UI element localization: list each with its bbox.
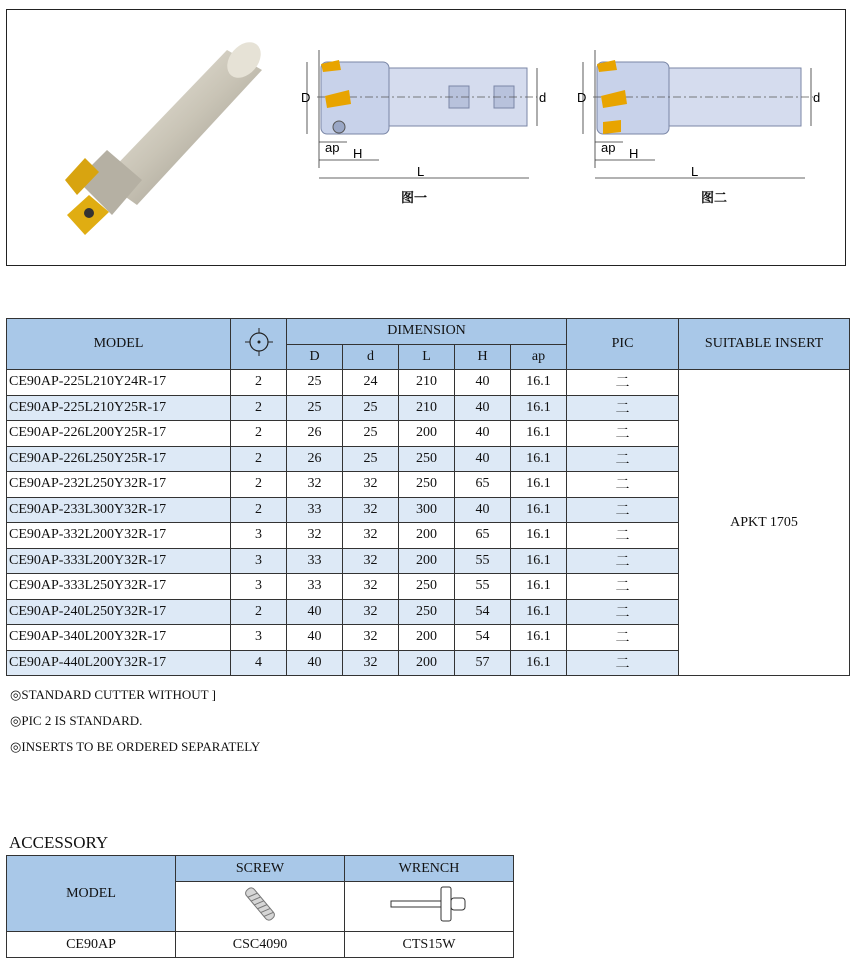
D-cell: 33 bbox=[287, 574, 343, 600]
L-cell: 250 bbox=[399, 446, 455, 472]
ap-cell: 16.1 bbox=[511, 548, 567, 574]
accessory-title: ACCESSORY bbox=[9, 833, 109, 852]
header-dimension: DIMENSION bbox=[287, 319, 567, 345]
header-model: MODEL bbox=[7, 319, 231, 370]
header-L: L bbox=[399, 344, 455, 370]
pic-cell: 二 bbox=[567, 574, 679, 600]
dim-ap-label: ap bbox=[601, 140, 616, 155]
model-cell: CE90AP-226L200Y25R-17 bbox=[7, 421, 231, 447]
L-cell: 250 bbox=[399, 599, 455, 625]
dim-ap-label: ap bbox=[325, 140, 340, 155]
d-cell: 32 bbox=[343, 625, 399, 651]
teeth-cell: 2 bbox=[231, 497, 287, 523]
d-cell: 32 bbox=[343, 599, 399, 625]
L-cell: 200 bbox=[399, 548, 455, 574]
notes bbox=[10, 682, 260, 760]
ap-cell: 16.1 bbox=[511, 421, 567, 447]
H-cell: 40 bbox=[455, 421, 511, 447]
teeth-cell: 2 bbox=[231, 599, 287, 625]
acc-header-screw: SCREW bbox=[176, 856, 345, 882]
D-cell: 26 bbox=[287, 446, 343, 472]
model-cell: CE90AP-340L200Y32R-17 bbox=[7, 625, 231, 651]
teeth-cell: 3 bbox=[231, 548, 287, 574]
dim-L-label: L bbox=[691, 164, 699, 179]
d-cell: 25 bbox=[343, 395, 399, 421]
header-ap: ap bbox=[511, 344, 567, 370]
acc-header-wrench: WRENCH bbox=[345, 856, 514, 882]
D-cell: 33 bbox=[287, 497, 343, 523]
dim-H-label: H bbox=[629, 146, 639, 161]
teeth-cell: 4 bbox=[231, 650, 287, 676]
model-cell: CE90AP-332L200Y32R-17 bbox=[7, 523, 231, 549]
L-cell: 200 bbox=[399, 625, 455, 651]
d-cell: 32 bbox=[343, 497, 399, 523]
model-cell: CE90AP-225L210Y24R-17 bbox=[7, 370, 231, 396]
H-cell: 54 bbox=[455, 625, 511, 651]
d-cell: 25 bbox=[343, 446, 399, 472]
d-cell: 32 bbox=[343, 574, 399, 600]
D-cell: 32 bbox=[287, 523, 343, 549]
drawing-pic-2 bbox=[565, 50, 821, 200]
teeth-cell: 2 bbox=[231, 395, 287, 421]
H-cell: 54 bbox=[455, 599, 511, 625]
model-cell: CE90AP-240L250Y32R-17 bbox=[7, 599, 231, 625]
note-line: ◎STANDARD CUTTER WITHOUT ] bbox=[10, 687, 216, 702]
ap-cell: 16.1 bbox=[511, 625, 567, 651]
H-cell: 65 bbox=[455, 523, 511, 549]
pic-cell: 二 bbox=[567, 446, 679, 472]
dim-D-label: D bbox=[301, 90, 311, 105]
dim-d-label: d bbox=[539, 90, 547, 105]
ap-cell: 16.1 bbox=[511, 599, 567, 625]
ap-cell: 16.1 bbox=[511, 497, 567, 523]
L-cell: 200 bbox=[399, 650, 455, 676]
D-cell: 25 bbox=[287, 370, 343, 396]
teeth-icon bbox=[231, 319, 287, 370]
teeth-cell: 2 bbox=[231, 421, 287, 447]
dim-L-label: L bbox=[417, 164, 425, 179]
acc-wrench-cell: CTS15W bbox=[345, 932, 514, 958]
H-cell: 65 bbox=[455, 472, 511, 498]
pic-cell: 二 bbox=[567, 395, 679, 421]
L-cell: 200 bbox=[399, 523, 455, 549]
dim-D-label: D bbox=[577, 90, 587, 105]
ap-cell: 16.1 bbox=[511, 472, 567, 498]
H-cell: 55 bbox=[455, 574, 511, 600]
D-cell: 40 bbox=[287, 650, 343, 676]
pic-cell: 二 bbox=[567, 370, 679, 396]
H-cell: 40 bbox=[455, 446, 511, 472]
spec-table bbox=[6, 318, 850, 676]
header-D: D bbox=[287, 344, 343, 370]
L-cell: 210 bbox=[399, 395, 455, 421]
wrench-icon bbox=[345, 882, 514, 932]
teeth-cell: 2 bbox=[231, 446, 287, 472]
L-cell: 250 bbox=[399, 574, 455, 600]
pic-cell: 二 bbox=[567, 548, 679, 574]
model-cell: CE90AP-232L250Y32R-17 bbox=[7, 472, 231, 498]
ap-cell: 16.1 bbox=[511, 523, 567, 549]
L-cell: 200 bbox=[399, 421, 455, 447]
teeth-cell: 3 bbox=[231, 625, 287, 651]
L-cell: 210 bbox=[399, 370, 455, 396]
D-cell: 33 bbox=[287, 548, 343, 574]
D-cell: 25 bbox=[287, 395, 343, 421]
ap-cell: 16.1 bbox=[511, 650, 567, 676]
acc-screw-cell: CSC4090 bbox=[176, 932, 345, 958]
note-line: ◎INSERTS TO BE ORDERED SEPARATELY bbox=[10, 739, 261, 754]
table-row bbox=[7, 370, 850, 396]
pic-1-caption: 图一 bbox=[401, 191, 428, 206]
model-cell: CE90AP-333L250Y32R-17 bbox=[7, 574, 231, 600]
teeth-cell: 3 bbox=[231, 523, 287, 549]
ap-cell: 16.1 bbox=[511, 370, 567, 396]
pic-cell: 二 bbox=[567, 497, 679, 523]
ap-cell: 16.1 bbox=[511, 446, 567, 472]
ap-cell: 16.1 bbox=[511, 395, 567, 421]
ap-cell: 16.1 bbox=[511, 574, 567, 600]
header-H: H bbox=[455, 344, 511, 370]
teeth-cell: 2 bbox=[231, 370, 287, 396]
header-insert: SUITABLE INSERT bbox=[679, 319, 850, 370]
model-cell: CE90AP-233L300Y32R-17 bbox=[7, 497, 231, 523]
pic-cell: 二 bbox=[567, 599, 679, 625]
D-cell: 32 bbox=[287, 472, 343, 498]
accessory-table bbox=[6, 855, 514, 958]
model-cell: CE90AP-225L210Y25R-17 bbox=[7, 395, 231, 421]
teeth-cell: 3 bbox=[231, 574, 287, 600]
L-cell: 300 bbox=[399, 497, 455, 523]
d-cell: 32 bbox=[343, 523, 399, 549]
d-cell: 25 bbox=[343, 421, 399, 447]
model-cell: CE90AP-440L200Y32R-17 bbox=[7, 650, 231, 676]
acc-header-model: MODEL bbox=[7, 856, 176, 932]
d-cell: 32 bbox=[343, 548, 399, 574]
acc-model-cell: CE90AP bbox=[7, 932, 176, 958]
H-cell: 40 bbox=[455, 497, 511, 523]
D-cell: 40 bbox=[287, 625, 343, 651]
teeth-cell: 2 bbox=[231, 472, 287, 498]
note-line: ◎PIC 2 IS STANDARD. bbox=[10, 713, 143, 728]
drawing-pic-1 bbox=[289, 50, 547, 200]
figure-box bbox=[6, 9, 846, 266]
D-cell: 26 bbox=[287, 421, 343, 447]
model-cell: CE90AP-333L200Y32R-17 bbox=[7, 548, 231, 574]
dim-H-label: H bbox=[353, 146, 363, 161]
d-cell: 24 bbox=[343, 370, 399, 396]
d-cell: 32 bbox=[343, 472, 399, 498]
insert-cell: APKT 1705 bbox=[679, 370, 850, 676]
pic-cell: 二 bbox=[567, 421, 679, 447]
H-cell: 40 bbox=[455, 395, 511, 421]
pic-2-caption: 图二 bbox=[701, 191, 728, 206]
dim-d-label: d bbox=[813, 90, 821, 105]
screw-icon bbox=[176, 882, 345, 932]
H-cell: 40 bbox=[455, 370, 511, 396]
H-cell: 57 bbox=[455, 650, 511, 676]
d-cell: 32 bbox=[343, 650, 399, 676]
header-pic: PIC bbox=[567, 319, 679, 370]
D-cell: 40 bbox=[287, 599, 343, 625]
pic-cell: 二 bbox=[567, 625, 679, 651]
header-d: d bbox=[343, 344, 399, 370]
L-cell: 250 bbox=[399, 472, 455, 498]
pic-cell: 二 bbox=[567, 472, 679, 498]
pic-cell: 二 bbox=[567, 523, 679, 549]
tool-photo bbox=[37, 30, 277, 250]
H-cell: 55 bbox=[455, 548, 511, 574]
model-cell: CE90AP-226L250Y25R-17 bbox=[7, 446, 231, 472]
pic-cell: 二 bbox=[567, 650, 679, 676]
